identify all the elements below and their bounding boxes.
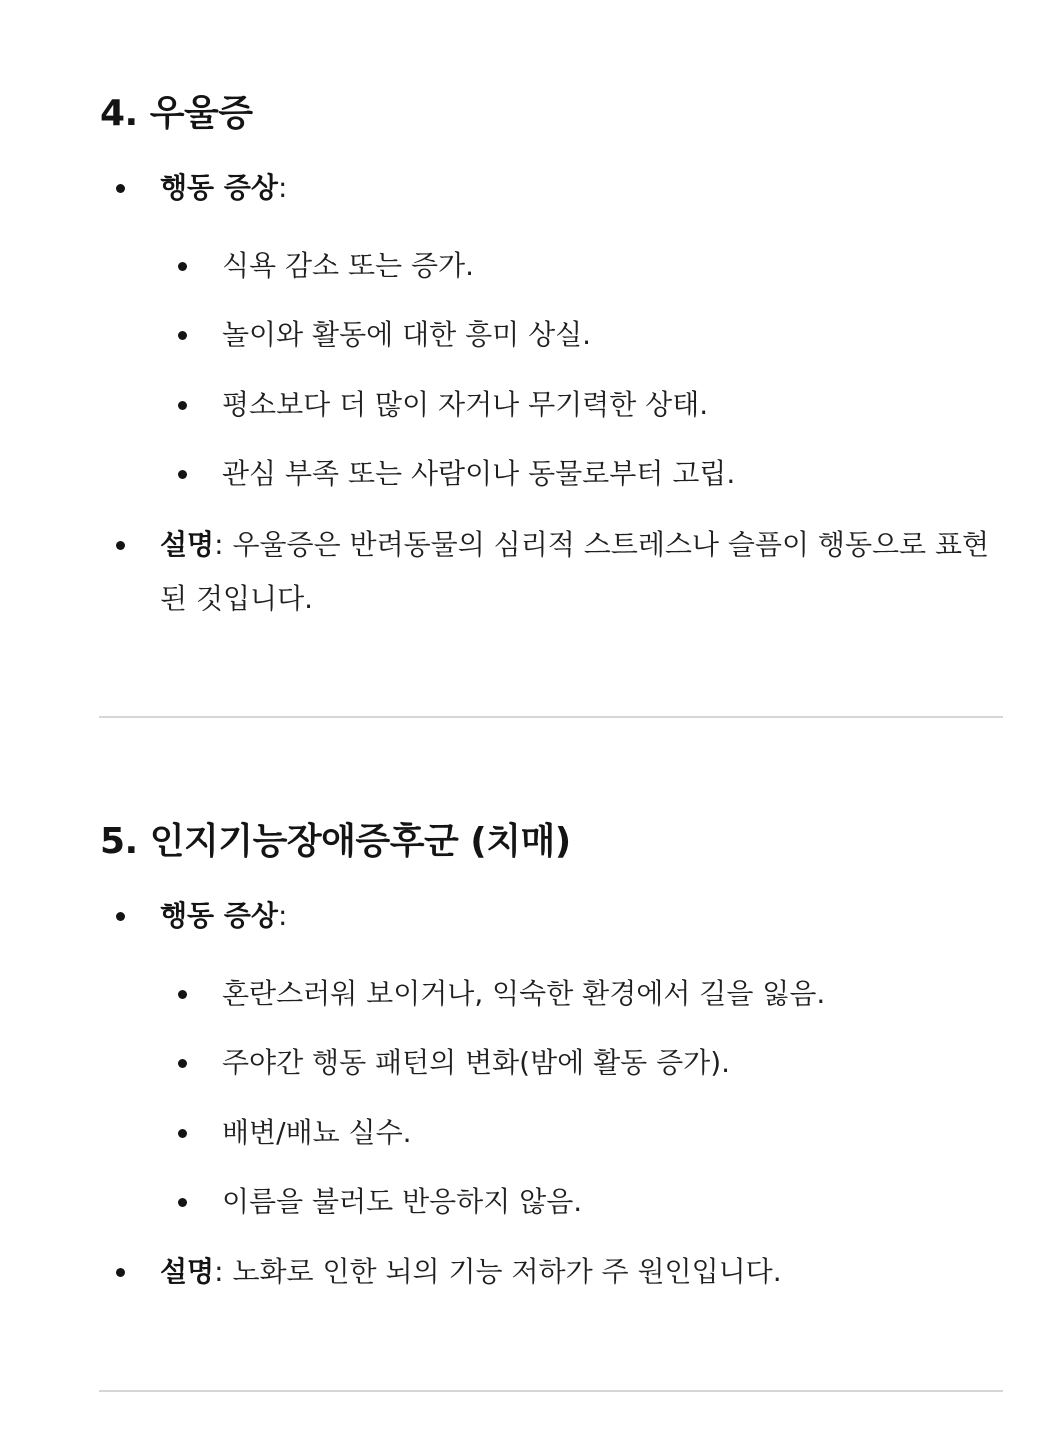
explanation-label: 설명 xyxy=(160,1255,215,1288)
symptoms-label-colon: : xyxy=(277,899,288,932)
symptoms-label-text: 행동 증상 xyxy=(160,171,278,204)
bullet-icon xyxy=(178,1059,187,1068)
symptom-item: 평소보다 더 많이 자거나 무기력한 상태. xyxy=(222,388,709,421)
bullet-icon xyxy=(116,912,125,921)
symptoms-label-colon: : xyxy=(277,171,288,204)
bullet-icon xyxy=(178,990,187,999)
bullet-icon xyxy=(116,541,125,550)
symptom-item: 이름을 불러도 반응하지 않음. xyxy=(222,1185,583,1218)
bullet-icon xyxy=(178,1129,187,1138)
section-divider xyxy=(99,1390,1003,1392)
bullet-icon xyxy=(178,470,187,479)
explanation-label: 설명 xyxy=(160,528,215,561)
explanation-text: : 우울증은 반려동물의 심리적 스트레스나 슬픔이 행동으로 표현된 것입니다. xyxy=(160,528,990,615)
section-heading: 4. 우울증 xyxy=(100,93,253,134)
symptom-item: 관심 부족 또는 사람이나 동물로부터 고립. xyxy=(222,457,736,490)
symptoms-label xyxy=(160,898,1005,934)
bullet-icon xyxy=(116,1268,125,1277)
symptoms-label xyxy=(160,170,1005,206)
bullet-icon xyxy=(178,401,187,410)
explanation-text: : 노화로 인한 뇌의 기능 저하가 주 원인입니다. xyxy=(214,1255,782,1288)
section-divider xyxy=(99,716,1003,718)
symptom-item: 놀이와 활동에 대한 흥미 상실. xyxy=(222,318,592,351)
bullet-icon xyxy=(116,184,125,193)
explanation xyxy=(160,518,1005,626)
explanation xyxy=(160,1254,1005,1290)
symptoms-label-text: 행동 증상 xyxy=(160,899,278,932)
symptom-item: 주야간 행동 패턴의 변화(밤에 활동 증가). xyxy=(222,1046,731,1079)
bullet-icon xyxy=(178,262,187,271)
section-heading: 5. 인지기능장애증후군 (치매) xyxy=(100,821,571,862)
bullet-icon xyxy=(178,1198,187,1207)
symptom-item: 식욕 감소 또는 증가. xyxy=(222,249,474,282)
symptom-item: 배변/배뇨 실수. xyxy=(222,1116,412,1149)
symptom-item: 혼란스러워 보이거나, 익숙한 환경에서 길을 잃음. xyxy=(222,977,826,1010)
bullet-icon xyxy=(178,331,187,340)
